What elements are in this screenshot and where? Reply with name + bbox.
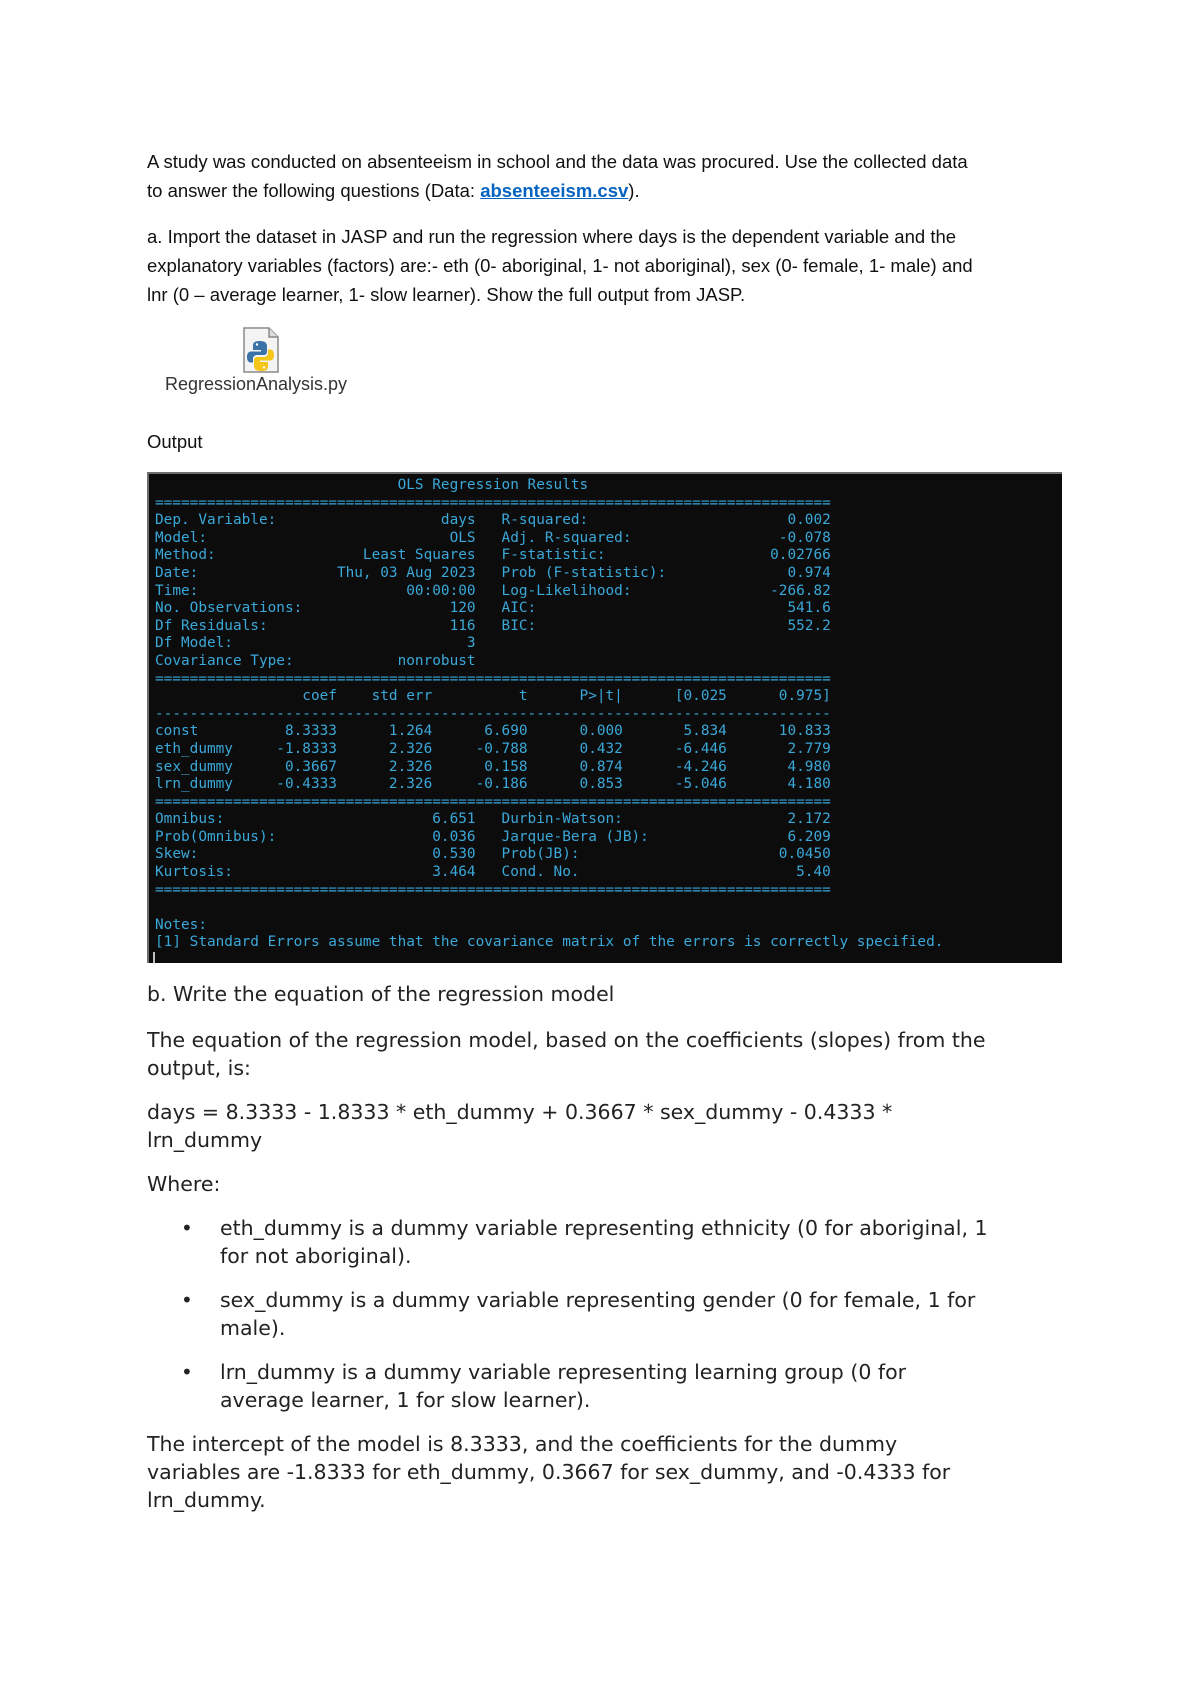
list-item: [220, 1214, 1090, 1270]
attachment-filename: RegressionAnalysis.py: [164, 374, 348, 394]
python-file-icon: [242, 327, 280, 373]
intro-line-2-prefix: to answer the following questions (Data:: [147, 180, 481, 201]
terminal-row: Date: Thu, 03 Aug 2023 Prob (F-statistic): 0.974: [155, 564, 831, 581]
list-item: [220, 1358, 1090, 1414]
note-line: [1] Standard Errors assume that the covariance matrix of the errors is correctly specified.: [155, 934, 944, 951]
conclusion-line-1: The intercept of the model is 8.3333, and the coefficients for the dummy: [147, 1432, 898, 1456]
terminal-separator: ==============================================================================: [155, 494, 831, 511]
list-item-line-2: average learner, 1 for slow learner).: [220, 1388, 591, 1412]
list-item-line-1: sex_dummy is a dummy variable representing gender (0 for female, 1 for: [220, 1288, 976, 1312]
intro-line-1: A study was conducted on absenteeism in school and the data was procured. Use the collected data: [147, 151, 968, 172]
diag-row: Kurtosis: 3.464 Cond. No. 5.40: [155, 864, 831, 881]
terminal-row: Model: OLS Adj. R-squared: -0.078: [155, 529, 831, 546]
terminal-separator: ==============================================================================: [155, 881, 831, 898]
conclusion-line-3: lrn_dummy.: [147, 1488, 266, 1512]
list-item-line-1: eth_dummy is a dummy variable representing ethnicity (0 for aboriginal, 1: [220, 1216, 988, 1240]
question-a-line-1: a. Import the dataset in JASP and run the regression where days is the dependent variable and the: [147, 226, 957, 247]
terminal-cursor: [153, 952, 155, 963]
diag-row: Skew: 0.530 Prob(JB): 0.0450: [155, 846, 831, 863]
terminal-row: Covariance Type: nonrobust: [155, 652, 476, 669]
question-a-line-3: lnr (0 – average learner, 1- slow learner). Show the full output from JASP.: [147, 284, 746, 305]
terminal-output: [147, 472, 1062, 963]
attachment-regressionanalysis[interactable]: [161, 325, 351, 400]
terminal-row: Method: Least Squares F-statistic: 0.02766: [155, 547, 831, 564]
conclusion-paragraph: [147, 1430, 1082, 1514]
regression-equation: [147, 1098, 1082, 1154]
coef-row: const 8.3333 1.264 6.690 0.000 5.834 10.833: [155, 723, 831, 740]
bullet-marker: •: [181, 1288, 193, 1312]
terminal-row: Dep. Variable: days R-squared: 0.002: [155, 512, 831, 529]
conclusion-line-2: variables are -1.8333 for eth_dummy, 0.3667 for sex_dummy, and -0.4333 for: [147, 1460, 951, 1484]
terminal-separator: ==============================================================================: [155, 793, 831, 810]
terminal-dash-separator: ------------------------------------------------------------------------------: [155, 705, 831, 722]
coef-row: sex_dummy 0.3667 2.326 0.158 0.874 -4.246 4.980: [155, 758, 831, 775]
terminal-title: OLS Regression Results: [155, 477, 589, 493]
where-label: Where:: [147, 1172, 221, 1196]
coef-header-row: coef std err t P>|t| [0.025 0.975]: [155, 688, 831, 705]
question-a-line-2: explanatory variables (factors) are:- eth (0- aboriginal, 1- not aboriginal), sex (0- female, 1- male) and: [147, 255, 973, 276]
intro-paragraph: [147, 147, 1067, 205]
equation-line-1: days = 8.3333 - 1.8333 * eth_dummy + 0.3667 * sex_dummy - 0.4333 *: [147, 1100, 893, 1124]
question-a-paragraph: [147, 222, 1067, 309]
terminal-separator: ==============================================================================: [155, 670, 831, 687]
diag-row: Prob(Omnibus): 0.036 Jarque-Bera (JB): 6.209: [155, 828, 831, 845]
terminal-row: Df Residuals: 116 BIC: 552.2: [155, 617, 831, 634]
output-label: Output: [147, 431, 203, 452]
coef-row: lrn_dummy -0.4333 2.326 -0.186 0.853 -5.046 4.180: [155, 776, 831, 793]
list-item-line-2: male).: [220, 1316, 286, 1340]
diag-row: Omnibus: 6.651 Durbin-Watson: 2.172: [155, 811, 831, 828]
terminal-row: Df Model: 3: [155, 635, 476, 652]
equation-intro: [147, 1026, 1082, 1082]
dataset-link[interactable]: absenteeism.csv: [480, 180, 629, 201]
terminal-row: No. Observations: 120 AIC: 541.6: [155, 600, 831, 617]
intro-line-2-suffix: ).: [628, 180, 640, 201]
list-item: [220, 1286, 1090, 1342]
coef-row: eth_dummy -1.8333 2.326 -0.788 0.432 -6.446 2.779: [155, 740, 831, 757]
list-item-line-1: lrn_dummy is a dummy variable representing learning group (0 for: [220, 1360, 907, 1384]
ols-results-text: [155, 477, 943, 952]
equation-intro-line-1: The equation of the regression model, based on the coefficients (slopes) from the: [147, 1028, 986, 1052]
question-b: b. Write the equation of the regression model: [147, 982, 615, 1006]
list-item-line-2: for not aboriginal).: [220, 1244, 412, 1268]
notes-label: Notes:: [155, 916, 207, 933]
terminal-row: Time: 00:00:00 Log-Likelihood: -266.82: [155, 582, 831, 599]
bullet-marker: •: [181, 1216, 193, 1240]
equation-line-2: lrn_dummy: [147, 1128, 263, 1152]
bullet-marker: •: [181, 1360, 193, 1384]
equation-intro-line-2: output, is:: [147, 1056, 251, 1080]
